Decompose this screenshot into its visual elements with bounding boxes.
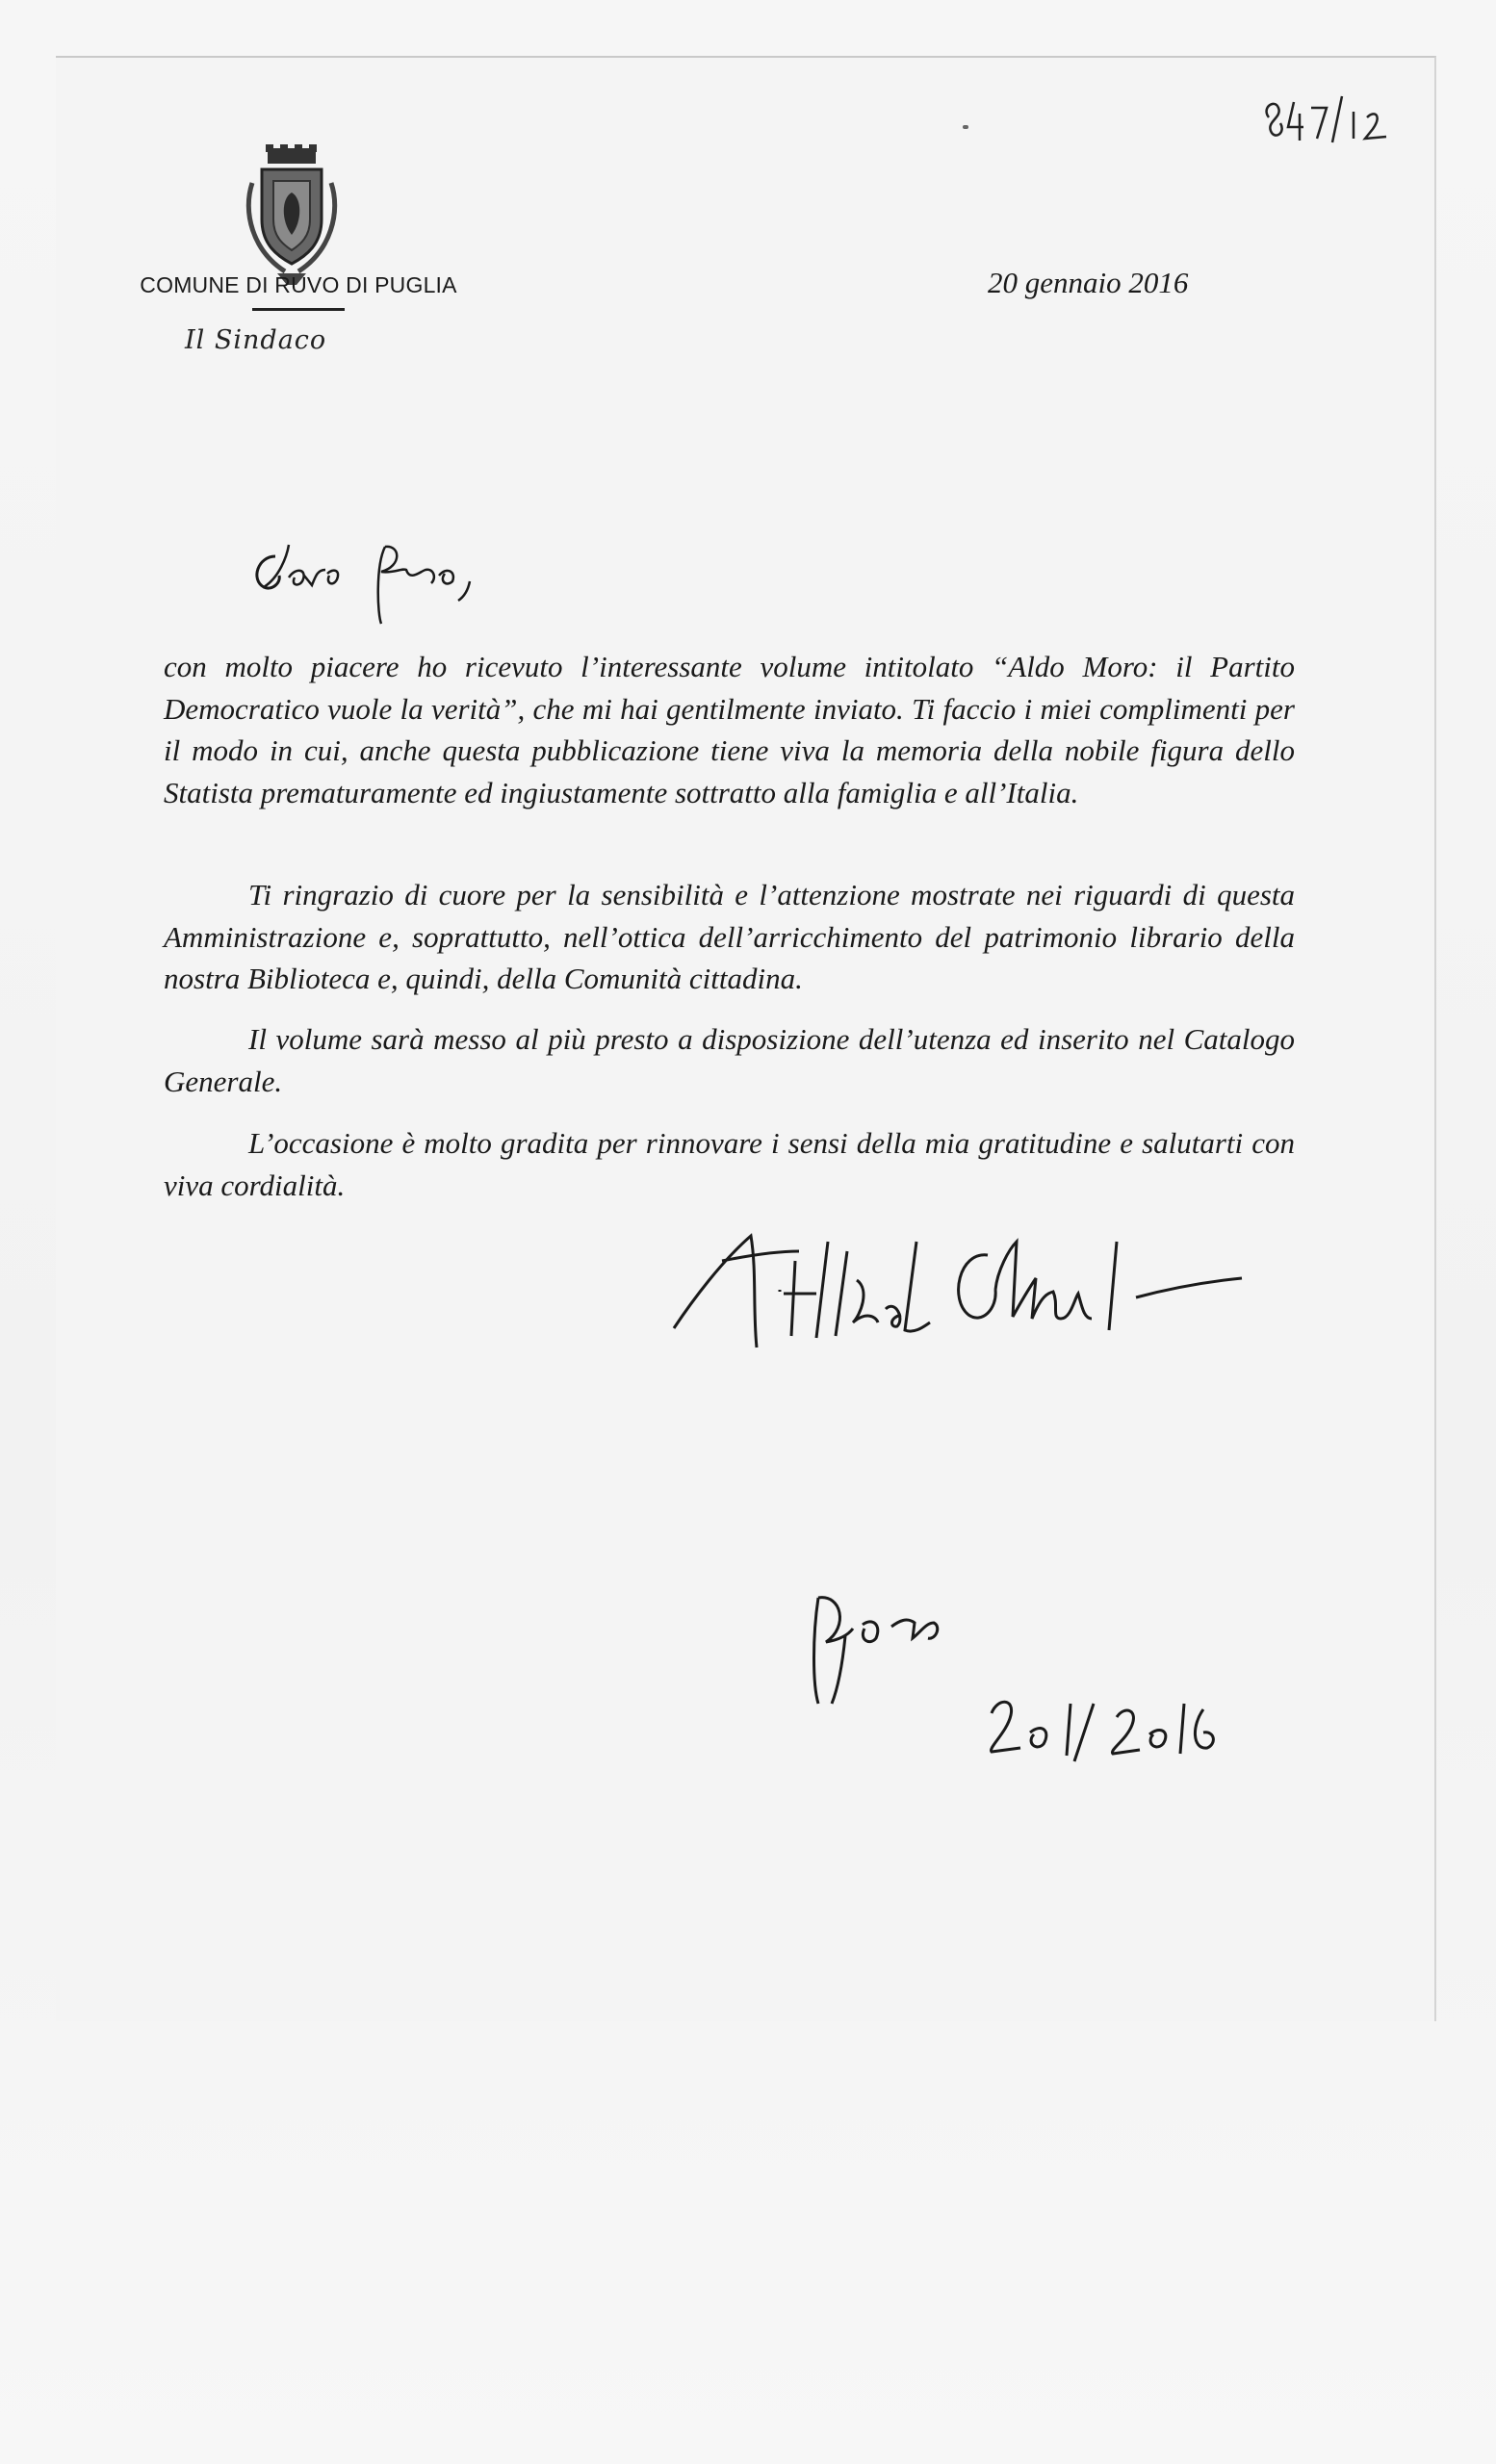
- letterhead-rule: [252, 308, 345, 311]
- handwritten-protocol-number: [1261, 89, 1396, 146]
- letter-paragraph: con molto piacere ho ricevuto l’interessante volume intitolato “Aldo Moro: il Partito Democratico vuole la verità”, che mi hai gentilmente inviato. Ti faccio i miei complimenti per il modo in cui, anche questa pubblicazione tiene viva la memoria della nobile figura dello Statista prematuramente ed ingiustamente sottratto alla famiglia e all’Italia.: [164, 650, 1295, 809]
- letter-paragraph: L’occasione è molto gradita per rinnovare i sensi della mia gratitudine e salutarti con viva cordialità.: [164, 1126, 1295, 1202]
- institution-name: COMUNE DI RUVO DI PUGLIA: [140, 272, 457, 297]
- letter-paragraph: Il volume sarà messo al più presto a disposizione dell’utenza ed inserito nel Catalogo Generale.: [164, 1022, 1295, 1098]
- handwritten-signature: [664, 1222, 1261, 1367]
- letter-date: 20 gennaio 2016: [988, 266, 1189, 299]
- scan-speck: [963, 125, 968, 129]
- letter-paragraph: Ti ringrazio di cuore per la sensibilità e l’attenzione mostrate nei riguardi di questa Amministrazione e, soprattutto, nell’ottica dell’arricchimento del patrimonio librario della nostra Biblioteca e, quindi, della Comunità cittadina.: [164, 878, 1295, 995]
- municipal-crest-icon: [239, 144, 345, 289]
- office-title: Il Sindaco: [185, 325, 327, 355]
- handwritten-salutation: [241, 527, 529, 633]
- handwritten-note: [799, 1578, 1261, 1800]
